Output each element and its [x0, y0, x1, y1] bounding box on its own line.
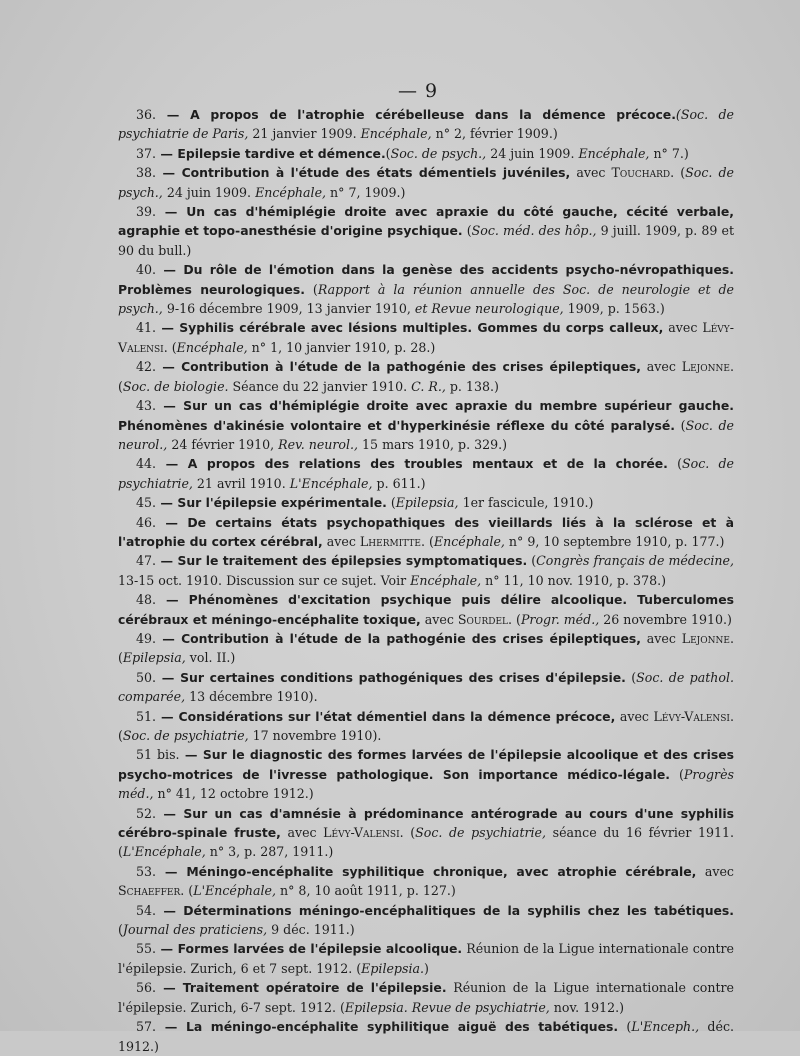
- bibliography-entry: 41. — Syphilis cérébrale avec lésions multiples. Gommes du corps calleux, avec Lévy-Valensi. (Encéphale, n° 1, 10 janvier 1910, p. 28.): [118, 320, 734, 355]
- entry-reference: n° 11, 10 nov. 1910, p. 378.): [481, 572, 667, 588]
- entry-reference: Encéphale,: [360, 126, 432, 142]
- entry-title: Sur un cas d'amnésie à prédominance antérograde au cours d'une syphilis cérébro-spinale fruste,: [118, 805, 734, 841]
- bibliography-entry: 51 bis. — Sur le diagnostic des formes larvées de l'épilepsie alcoolique et des crises psycho-motrices de l'ivresse pathologique. Son importance médico-légale. (Progrès méd., n° 41, 12 octobre 1912.): [118, 747, 734, 802]
- entry-number: 42.: [136, 359, 157, 375]
- entry-title: Méningo-encéphalite syphilitique chronique, avec atrophie cérébrale,: [186, 863, 697, 879]
- entry-reference: 13-15 oct. 1910. Discussion sur ce sujet. Voir: [118, 572, 411, 588]
- entry-number: 56.: [136, 980, 157, 996]
- entry-number: 51.: [136, 708, 157, 724]
- entry-title: Sur un cas d'hémiplégie droite avec apraxie du membre supérieur gauche. Phénomènes d'akinésie volontaire et d'hyperkinésie réflexe du côté paralysé.: [118, 398, 734, 433]
- entry-title: Epilepsie tardive et démence.: [177, 145, 386, 161]
- bibliography-entry: 45. — Sur l'épilepsie expérimentale. (Epilepsia, 1er fascicule, 1910.): [136, 495, 594, 511]
- entry-title: Contribution à l'étude de la pathogénie des crises épileptiques,: [181, 359, 641, 375]
- entry-reference: . (: [421, 533, 434, 549]
- entry-number: 41.: [136, 320, 157, 336]
- entry-number: 43.: [136, 398, 157, 414]
- entry-title: Considérations sur l'état démentiel dans la démence précoce,: [178, 708, 616, 724]
- entry-reference: . (: [180, 883, 194, 899]
- entry-reference: (: [462, 223, 472, 239]
- entry-reference: Epilepsia,: [122, 650, 186, 666]
- entry-reference: L'Encéphale,: [193, 883, 277, 899]
- bibliography-entry: 37. — Epilepsie tardive et démence.(Soc. de psych., 24 juin 1909. Encéphale, n° 7.): [136, 145, 689, 161]
- entry-reference: Réunion de la Ligue internationale contre l'épilepsie. Zurich, 6-7 sept. 1912. (: [118, 980, 734, 1015]
- entry-title: Sur le diagnostic des formes larvées de l'épilepsie alcoolique et des crises psycho-motrices de l'ivresse pathologique. Son importance médico-légale.: [118, 747, 734, 782]
- entry-reference: Encéphale,: [176, 339, 248, 355]
- bibliography-entry: 40. — Du rôle de l'émotion dans la genèse des accidents psycho-névropathiques. Problèmes neurologiques. (Rapport à la réunion annuelle des Soc. de neurologie et de psych., 9-16 décembre 1909, 13 janvier 1910, et Revue neurologique, 1909, p. 1563.): [118, 262, 735, 317]
- entry-number: 44.: [136, 456, 157, 472]
- entry-reference: Congrès français de médecine,: [536, 553, 735, 569]
- entry-number: 37.: [136, 145, 157, 161]
- entry-number: 51 bis.: [136, 747, 180, 763]
- entry-reference: avec: [280, 825, 324, 841]
- entry-reference: avec: [615, 708, 654, 724]
- entry-reference: (: [385, 145, 391, 161]
- entry-reference: n° 1, 10 janvier 1910, p. 28.): [247, 339, 436, 355]
- entry-reference: Lévy-Valensi: [323, 825, 400, 841]
- entry-reference: avec: [322, 533, 360, 549]
- entry-title: Syphilis cérébrale avec lésions multiples. Gommes du corps calleux,: [179, 320, 664, 336]
- entry-title: Sur l'épilepsie expérimentale.: [177, 495, 387, 511]
- entry-reference: Soc. de psychiatrie,: [415, 825, 547, 841]
- entry-reference: 1909, p. 1563.): [563, 301, 665, 317]
- entry-reference: Epilepsia,: [395, 495, 459, 511]
- entry-reference: avec: [420, 611, 458, 627]
- entry-number: 52.: [136, 805, 157, 821]
- entry-number: 50.: [136, 669, 157, 685]
- entry-reference: . (: [118, 708, 734, 743]
- entry-number: 40.: [136, 262, 157, 278]
- bibliography-entry: 53. — Méningo-encéphalite syphilitique chronique, avec atrophie cérébrale, avec Schaeffer. (L'Encéphale, n° 8, 10 août 1911, p. 127.): [118, 863, 734, 899]
- entry-reference: Encéphale,: [410, 572, 482, 588]
- entry-reference: Soc. méd. des hôp.,: [471, 223, 597, 239]
- entry-title: Déterminations méningo-encéphalitiques de la syphilis chez les tabétiques.: [183, 902, 734, 918]
- bibliography-entry: 52. — Sur un cas d'amnésie à prédominance antérograde au cours d'une syphilis cérébro-spinale fruste, avec Lévy-Valensi. (Soc. de psychiatrie, séance du 16 février 1911. (L'Encéphale, n° 3, p. 287, 1911.): [118, 805, 734, 860]
- entry-reference: séance du 16 février 1911. (: [118, 825, 734, 860]
- entry-reference: 21 avril 1910.: [192, 475, 290, 491]
- entry-title: Un cas d'hémiplégie droite avec apraxie du côté gauche, cécité verbale, agraphie et topo-anesthésie d'origine psychique.: [118, 204, 734, 239]
- entry-reference: Réunion de la Ligue internationale contre l'épilepsie. Zurich, 6 et 7 sept. 1912. (: [118, 941, 734, 976]
- entry-reference: . (: [118, 359, 734, 394]
- entry-reference: 24 juin 1909.: [162, 184, 256, 200]
- entry-reference: C. R.,: [411, 378, 446, 394]
- entry-reference: . (: [508, 611, 521, 627]
- entry-reference: Soc. de psych.,: [390, 145, 487, 161]
- entry-reference: . (: [670, 165, 686, 181]
- entry-reference: 9 déc. 1911.): [267, 922, 355, 938]
- entry-reference: ): [424, 960, 429, 976]
- entry-reference: n° 2, février 1909.): [431, 126, 558, 142]
- entry-reference: . (: [163, 339, 177, 355]
- bibliography-entry: 43. — Sur un cas d'hémiplégie droite avec apraxie du membre supérieur gauche. Phénomènes d'akinésie volontaire et d'hyperkinésie réflexe du côté paralysé. (Soc. de neurol., 24 février 1910, Rev. neurol., 15 mars 1910, p. 329.): [118, 398, 734, 452]
- bibliography-entry: 50. — Sur certaines conditions pathogéniques des crises d'épilepsie. (Soc. de pathol. comparée, 13 décembre 1910).: [118, 669, 734, 705]
- entry-reference: . (: [118, 630, 734, 666]
- entry-title: Contribution à l'étude des états démentiels juvéniles,: [181, 165, 571, 181]
- entry-reference: 21 janvier 1909.: [252, 126, 361, 142]
- bibliography-entry: 57. — La méningo-encéphalite syphilitique aiguë des tabétiques. (L'Enceph., déc. 1912.): [118, 1019, 735, 1054]
- entry-reference: Epilepsia.: [361, 960, 424, 976]
- entry-reference: Rapport à la réunion annuelle des Soc. de neurologie et de psych.,: [118, 281, 735, 317]
- entry-title: De certains états psychopathiques des vieillards liés à la sclérose et à l'atrophie du cortex cérébral,: [118, 514, 734, 549]
- entry-title: Contribution à l'étude de la pathogénie des crises épileptiques,: [181, 630, 641, 646]
- entry-reference: 1er fascicule, 1910.): [458, 495, 594, 511]
- entry-number: 45.: [136, 495, 157, 511]
- bibliography-entry: 39. — Un cas d'hémiplégie droite avec apraxie du côté gauche, cécité verbale, agraphie et topo-anesthésie d'origine psychique. (Soc. méd. des hôp., 9 juill. 1909, p. 89 et 90 du bull.): [118, 204, 735, 258]
- bibliography-entry: 56. — Traitement opératoire de l'épilepsie. Réunion de la Ligue internationale contre l'épilepsie. Zurich, 6-7 sept. 1912. (Epilepsia. Revue de psychiatrie, nov. 1912.): [118, 980, 734, 1015]
- entry-reference: (: [667, 456, 682, 472]
- entry-reference: n° 9, 10 septembre 1910, p. 177.): [504, 533, 725, 549]
- entry-title: Du rôle de l'émotion dans la genèse des accidents psycho-névropathiques. Problèmes neurologiques.: [118, 262, 734, 297]
- bibliography-entry: 36. — A propos de l'atrophie cérébelleuse dans la démence précoce.(Soc. de psychiatrie de Paris, 21 janvier 1909. Encéphale, n° 2, février 1909.): [118, 107, 734, 142]
- bibliography-entry: 44. — A propos des relations des troubles mentaux et de la chorée. (Soc. de psychiatrie, 21 avril 1910. L'Encéphale, p. 611.): [118, 456, 734, 491]
- entry-reference: Soc. de psychiatrie,: [122, 728, 249, 743]
- entry-reference: n° 41, 12 octobre 1912.): [153, 786, 314, 802]
- entry-reference: 24 juin 1909.: [486, 145, 579, 161]
- entry-reference: Lejonne: [681, 359, 730, 375]
- entry-title: A propos des relations des troubles mentaux et de la chorée.: [187, 456, 668, 472]
- bibliography-entry: 48. — Phénomènes d'excitation psychique puis délire alcoolique. Tuberculomes cérébraux et méningo-encéphalite toxique, avec Sourdel. (Progr. méd., 26 novembre 1910.): [118, 592, 734, 627]
- entry-reference: (: [386, 495, 396, 511]
- entry-reference: Lévy-Valensi: [653, 708, 730, 724]
- entry-reference: (Soc. de psychiatrie de Paris,: [118, 107, 734, 142]
- entry-number: 36.: [136, 107, 157, 122]
- entry-reference: 26 novembre 1910.): [599, 611, 732, 627]
- entry-reference: p. 138.): [445, 378, 499, 394]
- entry-reference: Soc. de psychiatrie,: [118, 456, 734, 491]
- entry-reference: Epilepsia. Revue de psychiatrie,: [344, 999, 550, 1015]
- entry-reference: Journal des praticiens,: [122, 922, 268, 938]
- entry-reference: (: [669, 766, 684, 782]
- entry-reference: Soc. de pathol. comparée,: [118, 669, 734, 705]
- bibliography-entry: 54. — Déterminations méningo-encéphalitiques de la syphilis chez les tabétiques. (Journal des praticiens, 9 déc. 1911.): [118, 902, 734, 938]
- entry-reference: 9 juill. 1909, p. 89 et 90 du bull.): [118, 223, 735, 258]
- entry-title: A propos de l'atrophie cérébelleuse dans la démence précoce.: [190, 107, 676, 122]
- bibliography-entry: 38. — Contribution à l'étude des états démentiels juvéniles, avec Touchard. (Soc. de psych., 24 juin 1909. Encéphale, n° 7, 1909.): [118, 165, 734, 200]
- entry-reference: Lhermitte: [359, 533, 421, 549]
- entry-reference: 15 mars 1910, p. 329.): [358, 436, 508, 452]
- entry-reference: L'Encéphale,: [122, 844, 206, 860]
- entry-reference: nov. 1912.): [549, 999, 625, 1015]
- entry-number: 55.: [136, 941, 157, 957]
- entry-reference: vol. II.): [185, 650, 236, 666]
- entry-reference: n° 7, 1909.): [326, 184, 406, 200]
- entry-reference: avec: [570, 165, 612, 181]
- entry-title: Sur le traitement des épilepsies symptomatiques.: [177, 553, 528, 569]
- entry-reference: L'Enceph.,: [631, 1019, 700, 1035]
- entry-reference: (: [625, 669, 637, 685]
- entry-reference: n° 7.): [649, 145, 689, 161]
- bibliography-entry: 46. — De certains états psychopathiques des vieillards liés à la sclérose et à l'atrophie du cortex cérébral, avec Lhermitte. (Encéphale, n° 9, 10 septembre 1910, p. 177.): [118, 514, 734, 549]
- entry-reference: Schaeffer: [118, 883, 181, 899]
- entry-number: 53.: [136, 863, 157, 879]
- entry-reference: L'Encéphale,: [289, 475, 373, 491]
- entry-reference: Séance du 22 janvier 1910.: [228, 378, 412, 394]
- bibliography-entry: 55. — Formes larvées de l'épilepsie alcoolique. Réunion de la Ligue internationale contre l'épilepsie. Zurich, 6 et 7 sept. 1912. (Epilepsia.): [118, 941, 734, 976]
- entry-reference: Soc. de psych.,: [118, 165, 734, 200]
- entry-reference: Rev. neurol.,: [278, 436, 359, 452]
- entry-number: 46.: [136, 514, 157, 530]
- bibliography-list: [118, 105, 734, 1056]
- entry-reference: (: [304, 281, 318, 297]
- entry-reference: avec: [640, 359, 682, 375]
- entry-title: Formes larvées de l'épilepsie alcoolique.: [177, 941, 463, 957]
- entry-reference: 17 novembre 1910).: [248, 728, 382, 743]
- entry-title: Traitement opératoire de l'épilepsie.: [182, 980, 447, 996]
- bibliography-entry: 42. — Contribution à l'étude de la pathogénie des crises épileptiques, avec Lejonne. (Soc. de biologie. Séance du 22 janvier 1910. C. R., p. 138.): [118, 359, 734, 394]
- entry-reference: p. 611.): [372, 475, 426, 491]
- entry-reference: Encéphale,: [578, 145, 650, 161]
- entry-number: 57.: [136, 1019, 157, 1035]
- bibliography-entry: 49. — Contribution à l'étude de la pathogénie des crises épileptiques, avec Lejonne. (Epilepsia, vol. II.): [118, 630, 734, 666]
- entry-reference: (: [618, 1019, 632, 1035]
- entry-reference: déc. 1912.): [118, 1019, 735, 1054]
- entry-reference: . (: [399, 825, 416, 841]
- entry-reference: Progr. méd.,: [520, 611, 600, 627]
- entry-reference: Touchard: [611, 165, 671, 181]
- entry-reference: avec: [640, 630, 682, 646]
- entry-number: 49.: [136, 630, 157, 646]
- bibliography-entry: 51. — Considérations sur l'état démentiel dans la démence précoce, avec Lévy-Valensi. (Soc. de psychiatrie, 17 novembre 1910).: [118, 708, 734, 743]
- entry-reference: avec: [663, 320, 703, 336]
- entry-reference: Sourdel: [457, 611, 509, 627]
- entry-reference: Lévy-Valensi: [118, 320, 734, 355]
- entry-number: 48.: [136, 592, 157, 608]
- entry-number: 39.: [136, 204, 157, 220]
- entry-reference: n° 3, p. 287, 1911.): [205, 844, 334, 860]
- bibliography-entry: 47. — Sur le traitement des épilepsies symptomatiques. (Congrès français de médecine, 13-15 oct. 1910. Discussion sur ce sujet. Voir Encéphale, n° 11, 10 nov. 1910, p. 378.): [118, 553, 735, 588]
- entry-reference: 24 février 1910,: [167, 436, 279, 452]
- entry-reference: Encéphale,: [433, 533, 505, 549]
- entry-reference: Soc. de biologie.: [122, 378, 229, 394]
- entry-title: Phénomènes d'excitation psychique puis délire alcoolique. Tuberculomes cérébraux et méningo-encéphalite toxique,: [118, 592, 734, 627]
- entry-reference: Progrès méd.,: [118, 766, 734, 802]
- entry-title: La méningo-encéphalite syphilitique aiguë des tabétiques.: [185, 1019, 619, 1035]
- entry-number: 47.: [136, 553, 157, 569]
- entry-number: 38.: [136, 165, 157, 181]
- entry-reference: Encéphale,: [255, 184, 327, 200]
- entry-reference: (: [675, 417, 686, 433]
- entry-reference: avec: [696, 863, 734, 879]
- entry-reference: (: [527, 553, 537, 569]
- entry-reference: Soc. de neurol.,: [118, 417, 734, 452]
- entry-reference: (: [118, 922, 123, 938]
- entry-reference: Lejonne: [681, 630, 730, 646]
- entry-reference: 13 décembre 1910).: [185, 689, 318, 705]
- entry-title: Sur certaines conditions pathogéniques des crises d'épilepsie.: [180, 669, 626, 685]
- page-number: — 9: [398, 80, 439, 102]
- entry-number: 54.: [136, 902, 157, 918]
- entry-reference: et Revue neurologique,: [414, 301, 564, 317]
- entry-reference: n° 8, 10 août 1911, p. 127.): [276, 883, 456, 899]
- entry-reference: 9-16 décembre 1909, 13 janvier 1910,: [162, 301, 415, 317]
